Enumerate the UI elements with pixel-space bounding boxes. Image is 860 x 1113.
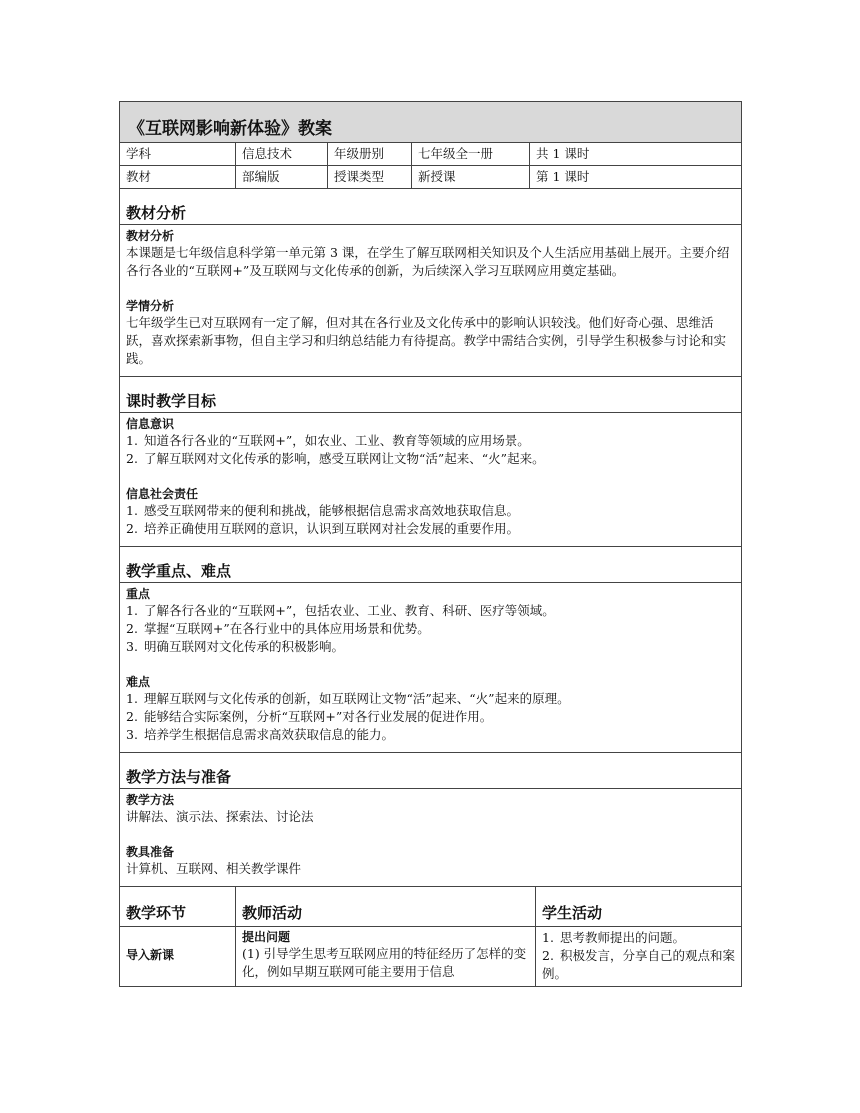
column-header: 教师活动 bbox=[236, 887, 536, 927]
list-item: 2. 掌握“互联网+”在各行业中的具体应用场景和优势。 bbox=[126, 621, 430, 636]
course-info-table bbox=[120, 143, 741, 189]
paragraph: 本课题是七年级信息科学第一单元第 3 课，在学生了解互联网相关知识及个人生活应用基础上展开。主要介绍各行各业的“互联网+”及互联网与文化传承的创新，为后续深入学习互联网应用奠定基础。 bbox=[126, 245, 730, 278]
list-item: 2. 能够结合实际案例，分析“互联网+”对各行业发展的促进作用。 bbox=[126, 709, 493, 724]
subheading: 教学方法 bbox=[126, 793, 175, 807]
section-body-focus bbox=[120, 583, 741, 753]
subheading: 学情分析 bbox=[126, 299, 175, 313]
section-body-analysis bbox=[120, 225, 741, 377]
student-activity-cell bbox=[536, 927, 741, 987]
paragraph: (1) 引导学生思考互联网应用的特征经历了怎样的变化，例如早期互联网可能主要用于信息 bbox=[242, 946, 527, 979]
section-heading-method: 教学方法与准备 bbox=[120, 753, 741, 789]
list-item: 1. 理解互联网与文化传承的创新，如互联网让文物“活”起来、“火”起来的原理。 bbox=[126, 691, 570, 706]
list-item: 1. 知道各行各业的“互联网+”，如农业、工业、教育等领域的应用场景。 bbox=[126, 433, 530, 448]
paragraph: 计算机、互联网、相关教学课件 bbox=[126, 861, 302, 876]
subheading: 教具准备 bbox=[126, 845, 175, 859]
paragraph: 七年级学生已对互联网有一定了解，但对其在各行业及文化传承中的影响认识较浅。他们好奇心强、思维活跃，喜欢探索新事物，但自主学习和归纳总结能力有待提高。教学中需结合实例，引导学生积极参与讨论和实践。 bbox=[126, 315, 727, 366]
column-header: 学生活动 bbox=[536, 887, 741, 927]
list-item: 3. 明确互联网对文化传承的积极影响。 bbox=[126, 639, 345, 654]
list-item: 1. 感受互联网带来的便利和挑战，能够根据信息需求高效地获取信息。 bbox=[126, 503, 520, 518]
section-body-method bbox=[120, 789, 741, 887]
info-cell: 共 1 课时 bbox=[530, 143, 741, 166]
section-heading-goals: 课时教学目标 bbox=[120, 377, 741, 413]
info-cell: 第 1 课时 bbox=[530, 166, 741, 189]
info-cell: 七年级全一册 bbox=[412, 143, 530, 166]
info-cell: 新授课 bbox=[412, 166, 530, 189]
list-item: 2. 积极发言，分享自己的观点和案例。 bbox=[542, 948, 736, 981]
subheading: 教材分析 bbox=[126, 229, 175, 243]
info-cell: 教材 bbox=[120, 166, 236, 189]
subheading: 难点 bbox=[126, 675, 151, 689]
list-item: 2. 了解互联网对文化传承的影响，感受互联网让文物“活”起来、“火”起来。 bbox=[126, 451, 545, 466]
activity-table bbox=[120, 887, 741, 987]
info-cell: 部编版 bbox=[236, 166, 328, 189]
paragraph: 讲解法、演示法、探索法、讨论法 bbox=[126, 809, 314, 824]
subheading: 信息社会责任 bbox=[126, 487, 199, 501]
list-item: 1. 了解各行各业的“互联网+”，包括农业、工业、教育、科研、医疗等领域。 bbox=[126, 603, 555, 618]
list-item: 2. 培养正确使用互联网的意识，认识到互联网对社会发展的重要作用。 bbox=[126, 521, 520, 536]
stage-cell: 导入新课 bbox=[120, 927, 236, 987]
list-item: 1. 思考教师提出的问题。 bbox=[542, 930, 686, 945]
subheading: 信息意识 bbox=[126, 417, 175, 431]
subheading: 重点 bbox=[126, 587, 151, 601]
subheading: 提出问题 bbox=[242, 930, 291, 944]
column-header: 教学环节 bbox=[120, 887, 236, 927]
info-cell: 信息技术 bbox=[236, 143, 328, 166]
lesson-plan-document bbox=[119, 101, 742, 987]
list-item: 3. 培养学生根据信息需求高效获取信息的能力。 bbox=[126, 727, 395, 742]
section-body-goals bbox=[120, 413, 741, 547]
section-heading-analysis: 教材分析 bbox=[120, 189, 741, 225]
info-cell: 年级册别 bbox=[328, 143, 412, 166]
document-title: 《互联网影响新体验》教案 bbox=[120, 102, 741, 143]
info-cell: 授课类型 bbox=[328, 166, 412, 189]
section-heading-focus: 教学重点、难点 bbox=[120, 547, 741, 583]
teacher-activity-cell bbox=[236, 927, 536, 987]
info-cell: 学科 bbox=[120, 143, 236, 166]
